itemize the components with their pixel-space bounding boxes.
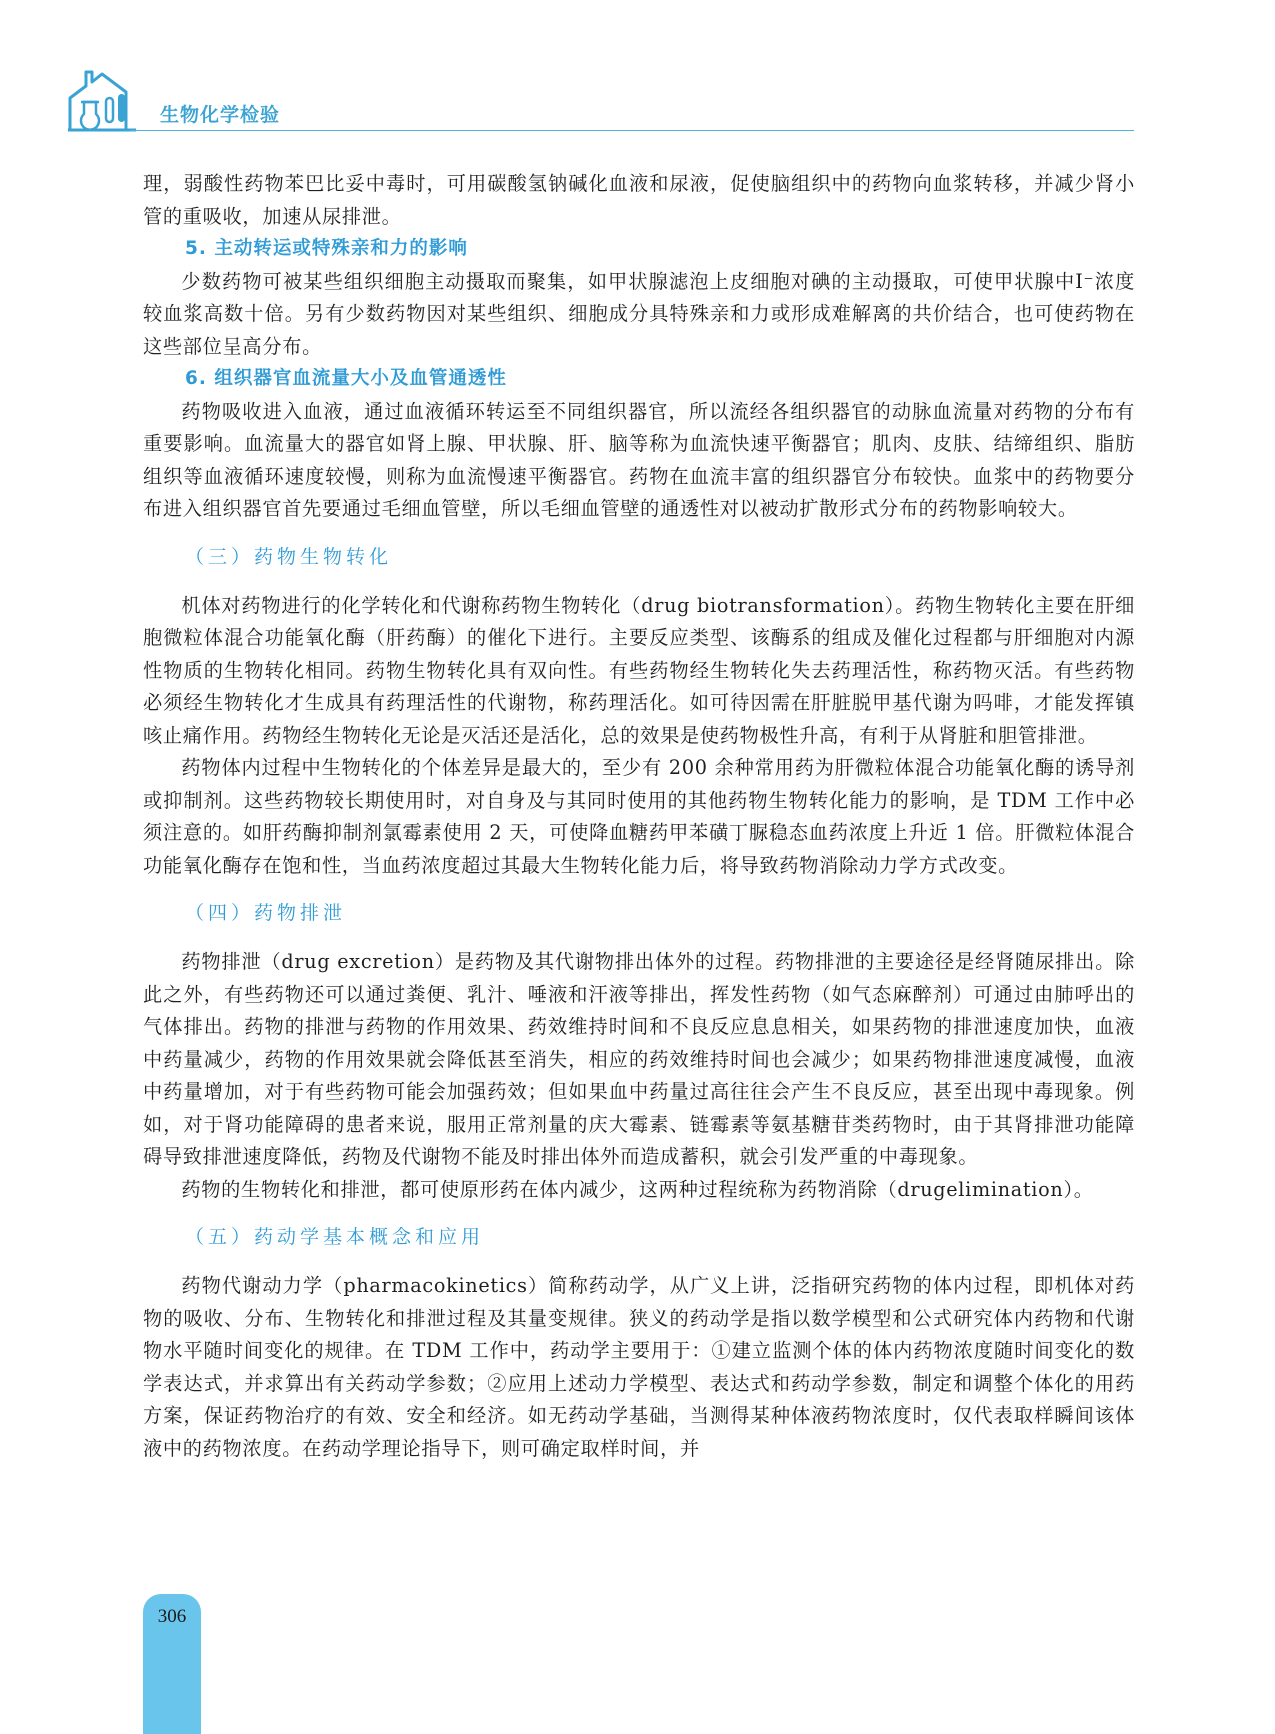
subsection-heading: 5. 主动转运或特殊亲和力的影响 (185, 238, 468, 259)
page-number: 306 (157, 1606, 187, 1627)
subsection-heading: 6. 组织器官血流量大小及血管通透性 (185, 368, 507, 389)
header-divider (130, 130, 1134, 131)
body-paragraph: 药物代谢动力学（pharmacokinetics）简称药动学，从广义上讲，泛指研究药物的体内过程，即机体对药物的吸收、分布、生物转化和排泄过程及其量变规律。狭义的药动学是指以数学模型和公式研究体内药物和代谢物水平随时间变化的规律。在 TDM 工作中，药动学主要用于：①建立监测个体的体内药物浓度随时间变化的数学表达式，并求算出有关药动学参数；②应用上述动力学模型、表达式和药动学参数，制定和调整个体化的用药方案，保证药物治疗的有效、安全和经济。如无药动学基础，当测得某种体液药物浓度时，仅代表取样瞬间该体液中的药物浓度。在药动学理论指导下，则可确定取样时间，并 (143, 1274, 1135, 1460)
body-paragraph: 少数药物可被某些组织细胞主动摄取而聚集，如甲状腺滤泡上皮细胞对碘的主动摄取，可使甲状腺中I⁻浓度较血浆高数十倍。另有少数药物因对某些组织、细胞成分具特殊亲和力或形成难解离的共价结合，也可使药物在这些部位呈高分布。 (143, 269, 1135, 358)
page-header (66, 64, 1134, 134)
section-heading: （三）药物生物转化 (185, 545, 393, 568)
body-paragraph: 理，弱酸性药物苯巴比妥中毒时，可用碳酸氢钠碱化血液和尿液，促使脑组织中的药物向血浆转移，并减少肾小管的重吸收，加速从尿排泄。 (143, 172, 1135, 228)
page-number-tab (143, 1594, 201, 1734)
book-title: 生物化学检验 (160, 104, 281, 126)
body-paragraph: 药物的生物转化和排泄，都可使原形药在体内减少，这两种过程统称为药物消除（drugelimination）。 (181, 1177, 1094, 1201)
section-heading: （五）药动学基本概念和应用 (185, 1226, 485, 1248)
body-paragraph: 药物吸收进入血液，通过血液循环转运至不同组织器官，所以流经各组织器官的动脉血流量对药物的分布有重要影响。血流量大的器官如肾上腺、甲状腺、肝、脑等称为血流快速平衡器官；肌肉、皮肤、结缔组织、脂肪组织等血液循环速度较慢，则称为血流慢速平衡器官。药物在血流丰富的组织器官分布较快。血浆中的药物要分布进入组织器官首先要通过毛细血管壁，所以毛细血管壁的通透性对以被动扩散形式分布的药物影响较大。 (143, 399, 1135, 520)
lab-flask-building-icon (66, 64, 146, 134)
section-heading: （四）药物排泄 (185, 902, 347, 924)
page-body (143, 168, 1135, 1465)
body-paragraph: 药物排泄（drug excretion）是药物及其代谢物排出体外的过程。药物排泄的主要途径是经肾随尿排出。除此之外，有些药物还可以通过粪便、乳汁、唾液和汗液等排出，挥发性药物（如气态麻醉剂）可通过由肺呼出的气体排出。药物的排泄与药物的作用效果、药效维持时间和不良反应息息相关，如果药物的排泄速度加快，血液中药量减少，药物的作用效果就会降低甚至消失，相应的药效维持时间也会减少；如果药物排泄速度减慢，血液中药量增加，对于有些药物可能会加强药效；但如果血中药量过高往往会产生不良反应，甚至出现中毒现象。例如，对于肾功能障碍的患者来说，服用正常剂量的庆大霉素、链霉素等氨基糖苷类药物时，由于其肾排泄功能障碍导致排泄速度降低，药物及代谢物不能及时排出体外而造成蓄积，就会引发严重的中毒现象。 (143, 950, 1135, 1168)
body-paragraph: 机体对药物进行的化学转化和代谢称药物生物转化（drug biotransformation）。药物生物转化主要在肝细胞微粒体混合功能氧化酶（肝药酶）的催化下进行。主要反应类型、该酶系的组成及催化过程都与肝细胞对内源性物质的生物转化相同。药物生物转化具有双向性。有些药物经生物转化失去药理活性，称药物灭活。有些药物必须经生物转化才生成具有药理活性的代谢物，称药理活化。如可待因需在肝脏脱甲基代谢为吗啡，才能发挥镇咳止痛作用。药物经生物转化无论是灭活还是活化，总的效果是使药物极性升高，有利于从肾脏和胆管排泄。 (143, 593, 1135, 747)
body-paragraph: 药物体内过程中生物转化的个体差异是最大的，至少有 200 余种常用药为肝微粒体混合功能氧化酶的诱导剂或抑制剂。这些药物较长期使用时，对自身及与其同时使用的其他药物生物转化能力的影响，是 TDM 工作中必须注意的。如肝药酶抑制剂氯霉素使用 2 天，可使降血糖药甲苯磺丁脲稳态血药浓度上升近 1 倍。肝微粒体混合功能氧化酶存在饱和性，当血药浓度超过其最大生物转化能力后，将导致药物消除动力学方式改变。 (143, 756, 1135, 877)
